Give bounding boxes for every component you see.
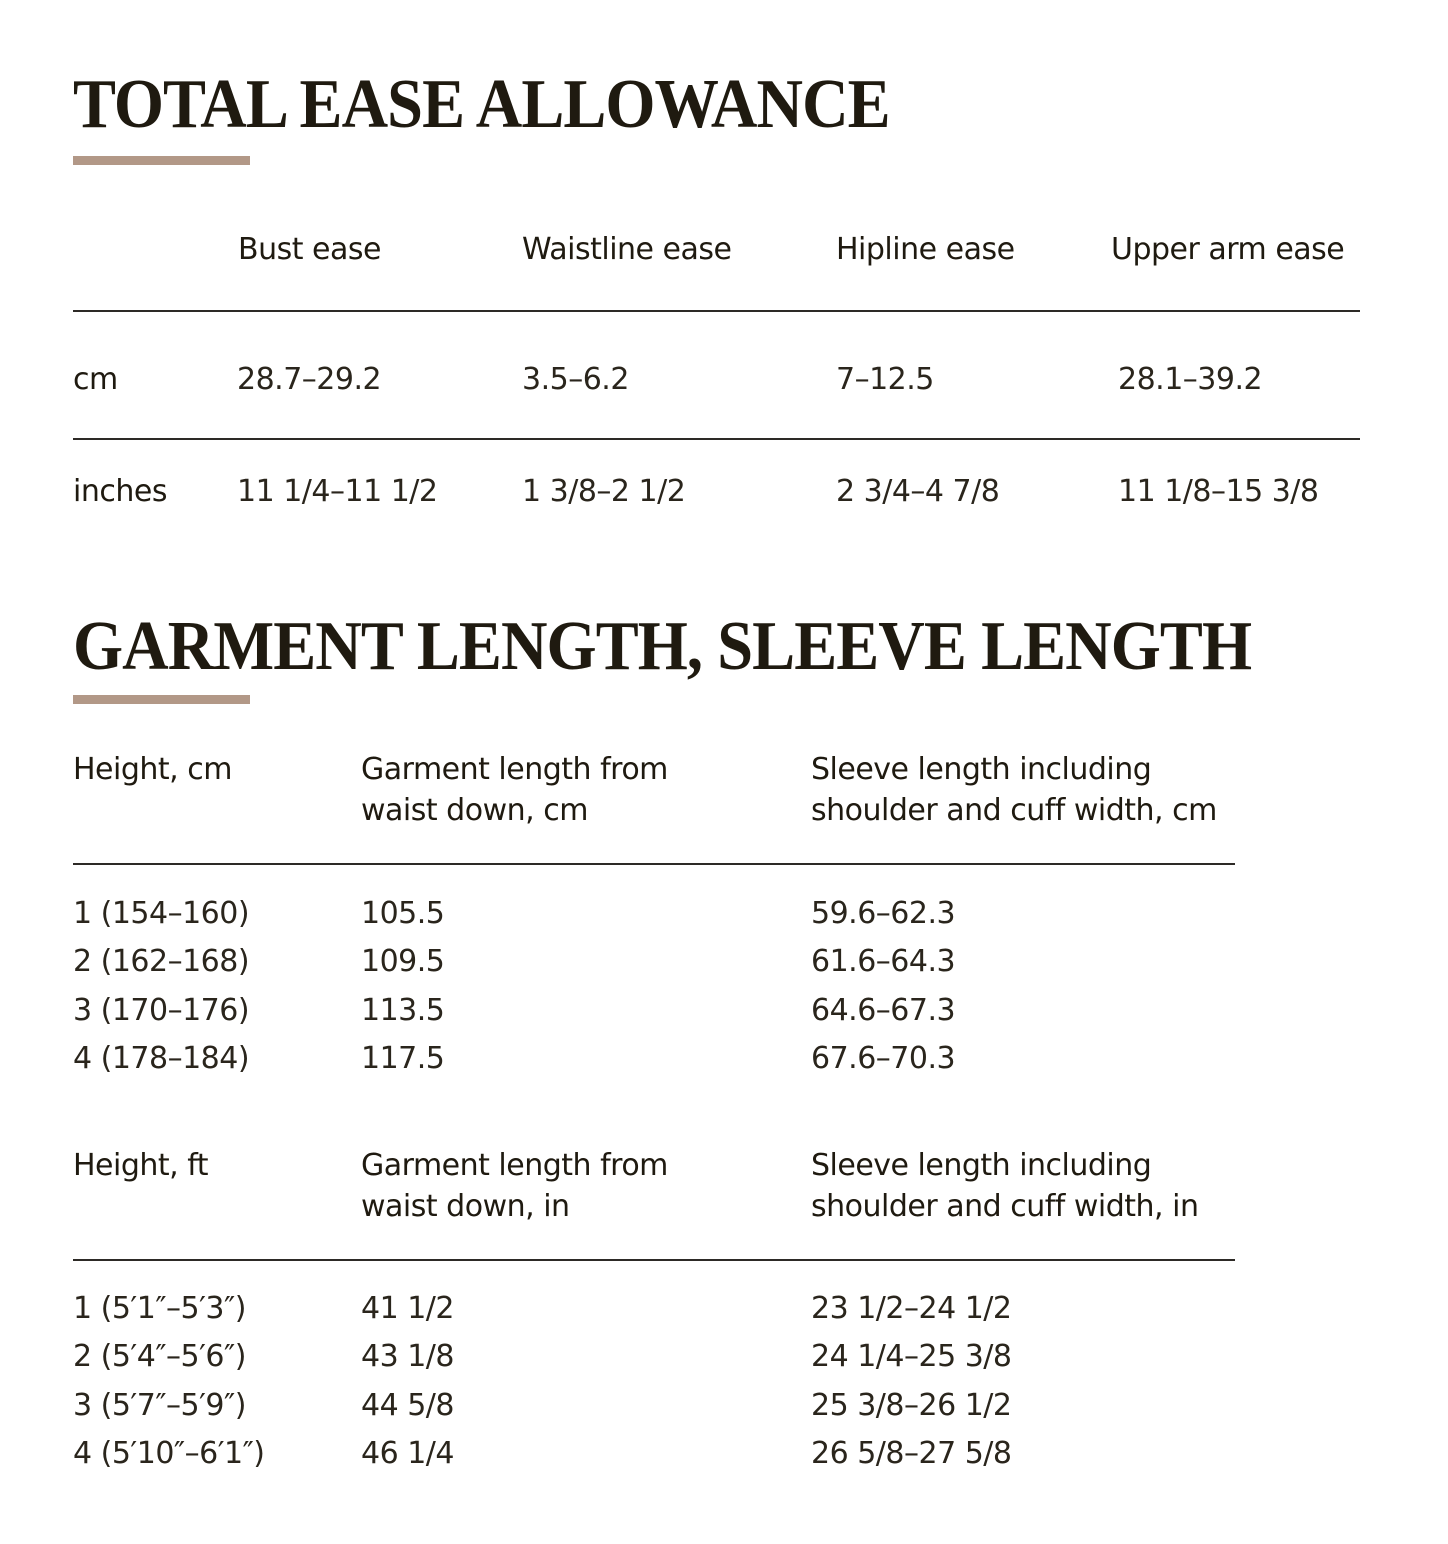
height-value: 2 (5′4″–5′6″) xyxy=(73,1339,246,1374)
garment-length-value: 105.5 xyxy=(361,896,445,931)
sleeve-length-value: 26 5/8–27 5/8 xyxy=(811,1436,1012,1471)
waistline-ease-value: 1 3/8–2 1/2 xyxy=(522,474,686,509)
height-value: 4 (178–184) xyxy=(73,1041,250,1076)
sleeve-length-value: 24 1/4–25 3/8 xyxy=(811,1339,1012,1374)
section-accent-bar xyxy=(73,695,250,704)
table-divider xyxy=(73,1259,1235,1261)
section-title-ease: TOTAL EASE ALLOWANCE xyxy=(73,66,890,143)
sleeve-length-value: 23 1/2–24 1/2 xyxy=(811,1291,1012,1326)
column-header-garment-length-cm xyxy=(361,749,668,831)
header-line: waist down, cm xyxy=(361,793,588,828)
sleeve-length-value: 61.6–64.3 xyxy=(811,944,956,979)
header-line: waist down, in xyxy=(361,1189,570,1224)
garment-length-value: 46 1/4 xyxy=(361,1436,454,1471)
header-line: Garment length from xyxy=(361,752,668,787)
height-value: 1 (5′1″–5′3″) xyxy=(73,1291,246,1326)
bust-ease-value: 28.7–29.2 xyxy=(237,362,382,397)
header-line: Garment length from xyxy=(361,1148,668,1183)
garment-length-value: 41 1/2 xyxy=(361,1291,454,1326)
sleeve-length-value: 59.6–62.3 xyxy=(811,896,956,931)
garment-length-value: 109.5 xyxy=(361,944,445,979)
header-line: shoulder and cuff width, in xyxy=(811,1189,1199,1224)
garment-length-value: 43 1/8 xyxy=(361,1339,454,1374)
height-value: 2 (162–168) xyxy=(73,944,250,979)
column-header-upper-arm-ease: Upper arm ease xyxy=(1111,232,1345,267)
table-divider xyxy=(73,438,1360,440)
header-line: shoulder and cuff width, cm xyxy=(811,793,1217,828)
sleeve-length-value: 64.6–67.3 xyxy=(811,993,956,1028)
upper-arm-ease-value: 28.1–39.2 xyxy=(1118,362,1263,397)
section-title-length: GARMENT LENGTH, SLEEVE LENGTH xyxy=(73,608,1252,685)
garment-length-value: 117.5 xyxy=(361,1041,445,1076)
height-value: 3 (5′7″–5′9″) xyxy=(73,1388,246,1423)
column-header-garment-length-in xyxy=(361,1145,668,1227)
upper-arm-ease-value: 11 1/8–15 3/8 xyxy=(1118,474,1319,509)
header-line: Sleeve length including xyxy=(811,1148,1152,1183)
table-divider xyxy=(73,863,1235,865)
height-value: 4 (5′10″–6′1″) xyxy=(73,1436,265,1471)
garment-length-value: 44 5/8 xyxy=(361,1388,454,1423)
waistline-ease-value: 3.5–6.2 xyxy=(522,362,629,397)
hipline-ease-value: 2 3/4–4 7/8 xyxy=(836,474,1000,509)
bust-ease-value: 11 1/4–11 1/2 xyxy=(237,474,438,509)
sleeve-length-value: 25 3/8–26 1/2 xyxy=(811,1388,1012,1423)
column-header-height-ft: Height, ft xyxy=(73,1148,209,1183)
hipline-ease-value: 7–12.5 xyxy=(836,362,934,397)
row-unit-label: inches xyxy=(73,474,167,509)
column-header-waistline-ease: Waistline ease xyxy=(522,232,732,267)
column-header-sleeve-length-cm xyxy=(811,749,1217,831)
sleeve-length-value: 67.6–70.3 xyxy=(811,1041,956,1076)
header-line: Sleeve length including xyxy=(811,752,1152,787)
garment-length-value: 113.5 xyxy=(361,993,445,1028)
column-header-hipline-ease: Hipline ease xyxy=(836,232,1015,267)
table-divider xyxy=(73,310,1360,312)
row-unit-label: cm xyxy=(73,362,118,397)
column-header-sleeve-length-in xyxy=(811,1145,1198,1227)
height-value: 1 (154–160) xyxy=(73,896,250,931)
column-header-bust-ease: Bust ease xyxy=(238,232,381,267)
section-accent-bar xyxy=(73,156,250,165)
column-header-height-cm: Height, cm xyxy=(73,752,232,787)
height-value: 3 (170–176) xyxy=(73,993,250,1028)
